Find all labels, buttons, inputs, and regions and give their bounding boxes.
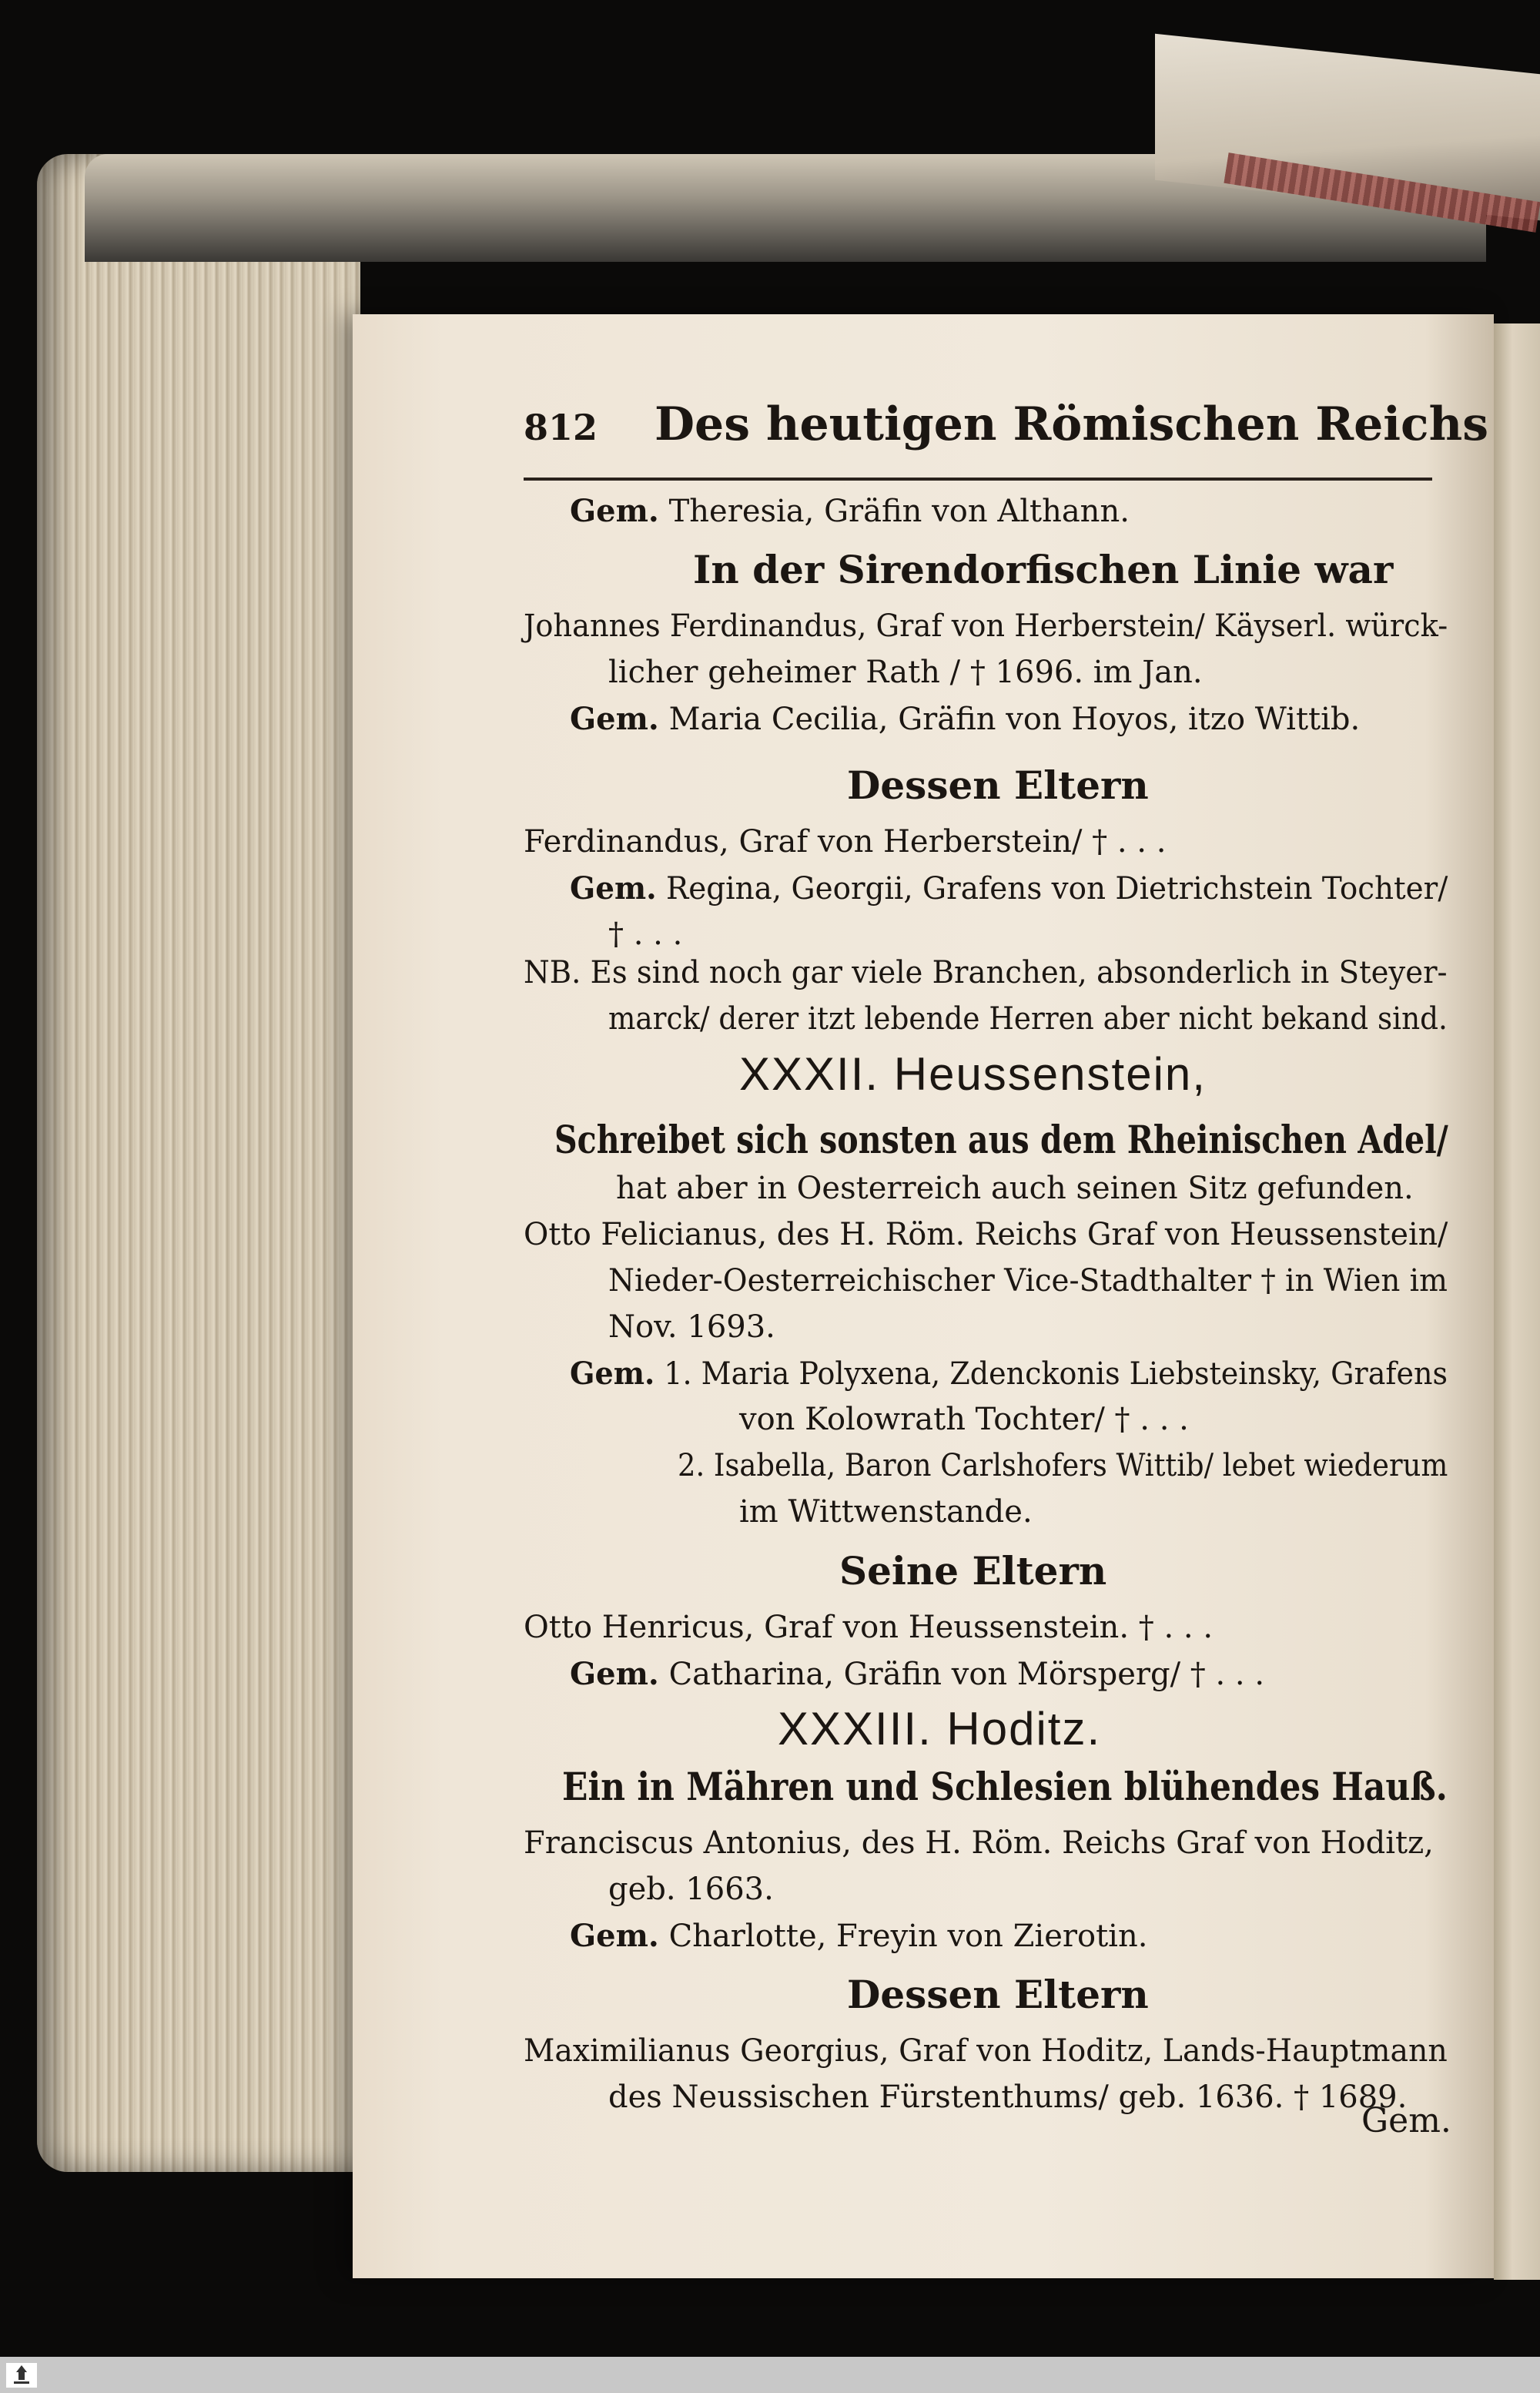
line-text: NB. Es sind noch gar viele Branchen, absonderlich in Steyer- <box>524 955 1448 990</box>
gem-label: Gem. <box>570 1356 655 1392</box>
text-line <box>608 1309 775 1345</box>
running-head: Des heutigen Römischen Reichs <box>654 397 1488 451</box>
line-text: Franciscus Antonius, des H. Röm. Reichs Graf von Hoditz, <box>524 1825 1434 1861</box>
page-number: 812 <box>524 407 598 448</box>
library-logo-icon <box>6 2363 37 2388</box>
text-line <box>847 1972 1149 2017</box>
line-text: 2. Isabella, Baron Carlshofers Wittib/ lebet wiederum <box>678 1448 1448 1483</box>
text-line <box>608 2080 1407 2115</box>
line-text: Theresia, Gräfin von Althann. <box>668 494 1130 529</box>
line-text: In der Sirendorfischen Linie war <box>693 547 1394 592</box>
text-line <box>524 955 1448 990</box>
text-line <box>562 1764 1448 1809</box>
viewer-footer <box>0 2357 1540 2393</box>
text-line <box>570 870 1448 907</box>
line-text: Ferdinandus, Graf von Herberstein/ † . . . <box>524 824 1167 860</box>
line-text: Ein in Mähren und Schlesien blühendes Hauß. <box>562 1764 1448 1809</box>
line-text: Maria Cecilia, Gräfin von Hoyos, itzo Wittib. <box>668 702 1361 737</box>
line-text: † . . . <box>608 917 683 952</box>
text-line <box>608 655 1203 690</box>
text-line <box>524 608 1448 644</box>
line-text: Nov. 1693. <box>608 1309 775 1345</box>
text-line <box>524 1825 1434 1861</box>
text-line <box>616 1171 1414 1206</box>
gem-label: Gem. <box>570 1656 659 1692</box>
gem-label: Gem. <box>570 1918 659 1954</box>
line-text: licher geheimer Rath / † 1696. im Jan. <box>608 655 1203 690</box>
text-line <box>608 1872 774 1907</box>
line-text: Charlotte, Freyin von Zierotin. <box>668 1919 1148 1954</box>
text-line <box>778 1702 1101 1755</box>
text-line <box>608 1001 1448 1037</box>
line-text: Regina, Georgii, Grafens von Dietrichstein Tochter/ <box>665 871 1448 907</box>
line-text: Dessen Eltern <box>847 1972 1149 2017</box>
text-line <box>678 1448 1448 1483</box>
line-text: des Neussischen Fürstenthums/ geb. 1636. † 1689. <box>608 2080 1408 2115</box>
text-line <box>554 1117 1448 1162</box>
line-text: Otto Henricus, Graf von Heussenstein. † . . . <box>524 1610 1214 1645</box>
line-text: Seine Eltern <box>839 1548 1107 1594</box>
text-line <box>839 1548 1106 1594</box>
line-text: XXXII. Heussenstein, <box>739 1048 1207 1100</box>
text-line <box>570 1918 1147 1954</box>
line-text: XXXIII. Hoditz. <box>778 1703 1102 1755</box>
line-text: Otto Felicianus, des H. Röm. Reichs Graf von Heussenstein/ <box>524 1217 1448 1252</box>
facing-page-edge <box>1494 323 1540 2280</box>
gem-label: Gem. <box>570 493 659 529</box>
text-line <box>608 1263 1448 1299</box>
line-text: Johannes Ferdinandus, Graf von Herberstein/ Käyserl. würck- <box>524 608 1448 644</box>
gem-label: Gem. <box>570 701 659 737</box>
header-rule <box>524 478 1432 481</box>
line-text: Schreibet sich sonsten aus dem Rheinischen Adel/ <box>554 1117 1448 1162</box>
text-line <box>570 1356 1448 1392</box>
text-line <box>570 493 1130 529</box>
line-text: im Wittwenstande. <box>739 1494 1033 1530</box>
gem-label: Gem. <box>570 870 657 907</box>
line-text: Catharina, Gräfin von Mörsperg/ † . . . <box>668 1657 1265 1692</box>
text-line <box>693 547 1393 592</box>
text-line <box>524 1610 1213 1645</box>
text-line <box>847 762 1149 808</box>
catchword: Gem. <box>1361 2101 1451 2140</box>
line-text: 1. Maria Polyxena, Zdenckonis Liebsteinsky, Grafens <box>664 1356 1448 1392</box>
line-text: von Kolowrath Tochter/ † . . . <box>739 1402 1189 1437</box>
text-line <box>608 917 682 952</box>
text-line <box>570 1656 1264 1692</box>
text-line <box>524 2033 1448 2069</box>
text-line <box>570 701 1360 737</box>
text-line <box>739 1047 1207 1101</box>
page-edges <box>37 154 360 2172</box>
line-text: hat aber in Oesterreich auch seinen Sitz gefunden. <box>616 1171 1414 1206</box>
line-text: Maximilianus Georgius, Graf von Hoditz, Lands-Hauptmann <box>524 2033 1448 2069</box>
text-line <box>524 824 1166 860</box>
line-text: marck/ derer itzt lebende Herren aber nicht bekand sind. <box>608 1001 1448 1037</box>
text-line <box>739 1402 1189 1437</box>
line-text: geb. 1663. <box>608 1872 774 1907</box>
text-line <box>739 1494 1033 1530</box>
text-line <box>524 1217 1448 1252</box>
line-text: Dessen Eltern <box>847 762 1149 808</box>
line-text: Nieder-Oesterreichischer Vice-Stadthalter † in Wien im <box>608 1263 1448 1299</box>
